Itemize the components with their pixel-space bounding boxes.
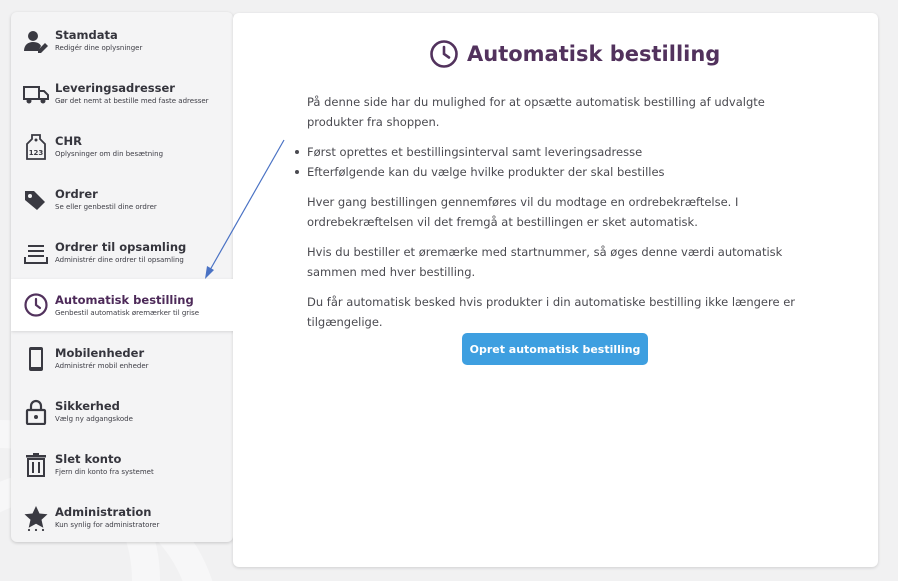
tags-icon <box>23 187 49 213</box>
sidebar-item-subtitle: Gør det nemt at bestille med faste adresser <box>55 97 209 105</box>
sidebar-item-subtitle: Fjern din konto fra systemet <box>55 468 154 476</box>
sidebar <box>11 12 233 542</box>
sidebar-item-title: Sikkerhed <box>55 399 120 413</box>
sidebar-item-title: Automatisk bestilling <box>55 293 194 307</box>
sidebar-item-subtitle: Administrér dine ordrer til opsamling <box>55 256 184 264</box>
create-auto-order-button[interactable]: Opret automatisk bestilling <box>462 333 648 365</box>
sidebar-item-ordrer[interactable] <box>11 181 233 234</box>
ear-tag-123-icon <box>23 134 49 160</box>
trash-icon <box>23 452 49 478</box>
intro-text: På denne side har du mulighed for at opsætte automatisk bestilling af udvalgte produkter fra shoppen. <box>307 95 765 129</box>
sidebar-item-slet-konto[interactable] <box>11 446 233 499</box>
sidebar-item-automatisk-bestilling[interactable] <box>11 279 233 331</box>
list-tray-icon <box>23 240 49 266</box>
sidebar-item-stamdata[interactable] <box>11 22 233 75</box>
clock-icon <box>23 292 49 318</box>
availability-text: Du får automatisk besked hvis produkter i din automatiske bestilling ikke længere er tilgængelige. <box>307 295 796 329</box>
sidebar-item-title: Administration <box>55 505 152 519</box>
sidebar-item-title: Stamdata <box>55 28 118 42</box>
sidebar-item-title: Ordrer til opsamling <box>55 240 187 254</box>
sidebar-item-mobilenheder[interactable] <box>11 340 233 393</box>
confirmation-text: Hver gang bestillingen gennemføres vil du modtage en ordrebekræftelse. I ordrebekræftelsen vil det fremgå at bestillingen er sket automatisk. <box>307 195 739 229</box>
sidebar-item-subtitle: Genbestil automatisk øremærker til grise <box>55 309 200 317</box>
sidebar-item-subtitle: Redigér dine oplysninger <box>55 44 143 52</box>
list-item: Først oprettes et bestillingsinterval samt leveringsadresse <box>293 142 665 162</box>
sidebar-item-subtitle: Administrér mobil enheder <box>55 362 149 370</box>
sidebar-item-administration[interactable] <box>11 499 233 542</box>
star-icon <box>23 505 49 531</box>
sidebar-item-chr[interactable] <box>11 128 233 181</box>
sidebar-item-title: Ordrer <box>55 187 98 201</box>
sidebar-item-sikkerhed[interactable] <box>11 393 233 446</box>
sidebar-item-subtitle: Oplysninger om din besætning <box>55 150 164 158</box>
sidebar-item-subtitle: Vælg ny adgangskode <box>55 415 133 423</box>
mobile-icon <box>23 346 49 372</box>
sidebar-item-title: Slet konto <box>55 452 122 466</box>
sidebar-item-subtitle: Kun synlig for administratorer <box>55 521 160 529</box>
svg-text:123: 123 <box>28 149 44 157</box>
main-panel <box>233 13 878 567</box>
list-item: Efterfølgende kan du vælge hvilke produkter der skal bestilles <box>293 162 665 182</box>
page-title: Automatisk bestilling <box>467 42 721 66</box>
sidebar-item-title: Leveringsadresser <box>55 81 175 95</box>
sidebar-item-title: Mobilenheder <box>55 346 145 360</box>
steps-list <box>293 142 665 182</box>
sidebar-item-subtitle: Se eller genbestil dine ordrer <box>55 203 157 211</box>
lock-icon <box>23 399 49 425</box>
user-edit-icon <box>23 28 49 54</box>
sidebar-item-title: CHR <box>55 134 82 148</box>
page-header <box>429 39 720 69</box>
truck-icon <box>23 81 49 107</box>
startnumber-text: Hvis du bestiller et øremærke med startnummer, så øges denne værdi automatisk sammen med hver bestilling. <box>307 245 783 279</box>
sidebar-item-leveringsadresser[interactable] <box>11 75 233 128</box>
clock-icon <box>429 39 459 69</box>
